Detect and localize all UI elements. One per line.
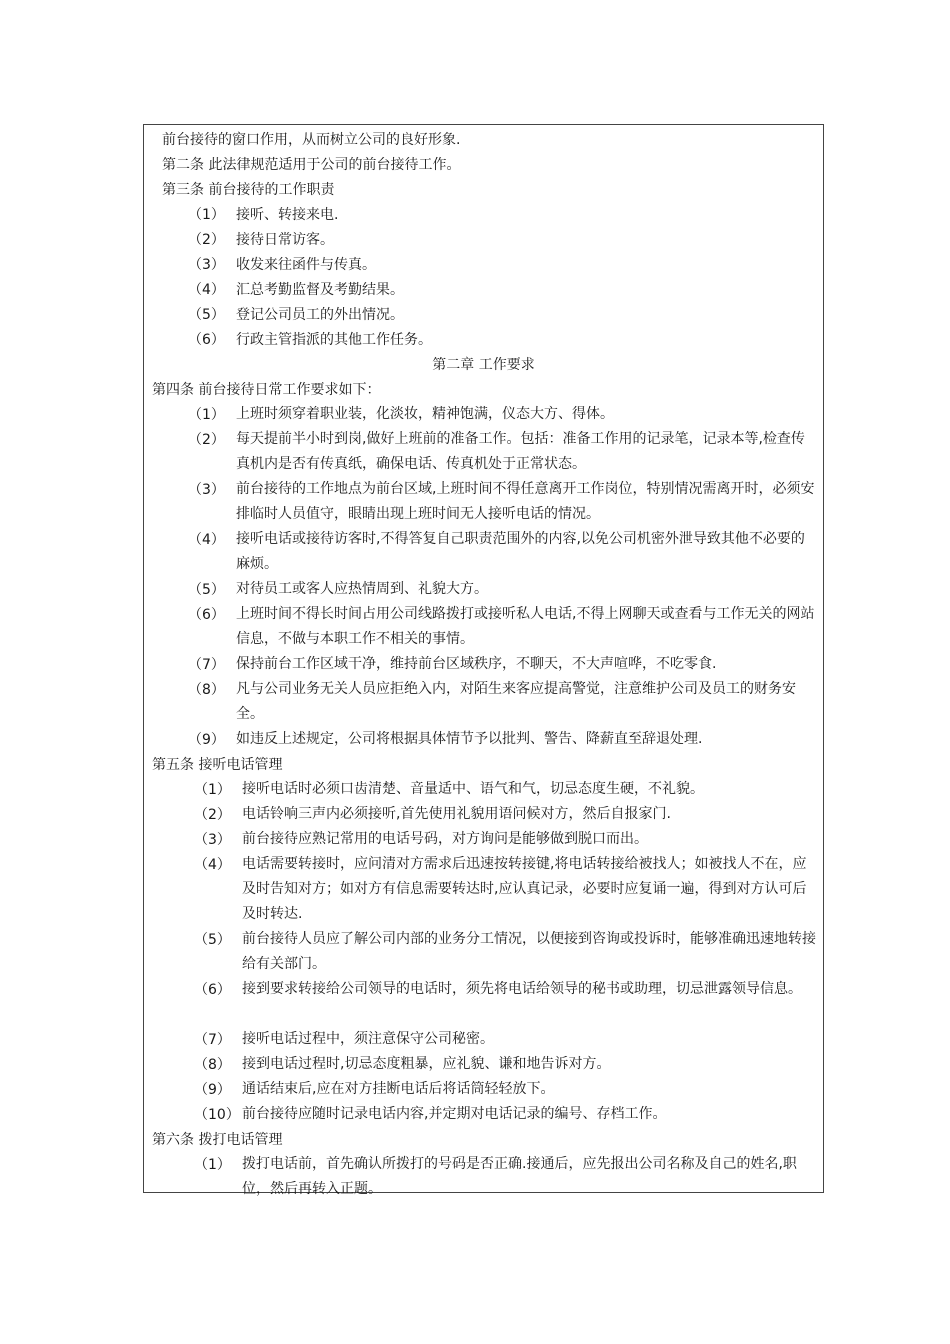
item-num: （3） bbox=[194, 832, 231, 848]
item-num: （8） bbox=[188, 682, 225, 698]
duty-text: 接待日常访客。 bbox=[236, 232, 334, 248]
item-num: （1） bbox=[188, 407, 225, 423]
item-num: （2） bbox=[188, 432, 225, 448]
item-text: 电话需要转接时，应问清对方需求后迅速按转接键,将电话转接给被找人；如被找人不在，应及时告知对方；如对方有信息需要转达时,应认真记录，必要时应复诵一遍，得到对方认可后及时转达. bbox=[242, 856, 807, 922]
item-text: 前台接待应熟记常用的电话号码，对方询问是能够做到脱口而出。 bbox=[242, 831, 648, 847]
item-num: （1） bbox=[194, 1157, 231, 1173]
item-num: （6） bbox=[194, 982, 231, 998]
item-text: 接到电话过程时,切忌态度粗暴，应礼貌、谦和地告诉对方。 bbox=[242, 1056, 611, 1072]
item-num: （8） bbox=[194, 1057, 231, 1073]
item-num: （1） bbox=[194, 782, 231, 798]
duty-text: 汇总考勤监督及考勤结果。 bbox=[236, 282, 404, 298]
item-num: （6） bbox=[188, 607, 225, 623]
article-4-title: 第四条 前台接待日常工作要求如下： bbox=[152, 382, 381, 398]
item-text: 接到要求转接给公司领导的电话时，须先将电话给领导的秘书或助理，切忌泄露领导信息。 bbox=[242, 981, 802, 997]
item-num: （4） bbox=[188, 532, 225, 548]
duty-text: 登记公司员工的外出情况。 bbox=[236, 307, 404, 323]
item-text: 接听电话过程中，须注意保守公司秘密。 bbox=[242, 1031, 494, 1047]
duty-num: （2） bbox=[188, 232, 225, 248]
item-text: 接听电话或接待访客时,不得答复自己职责范围外的内容,以免公司机密外泄导致其他不必要的麻烦。 bbox=[236, 531, 805, 572]
item-num: （5） bbox=[188, 582, 225, 598]
item-text: 电话铃响三声内必须接听,首先使用礼貌用语问候对方，然后自报家门. bbox=[242, 806, 671, 822]
item-text: 凡与公司业务无关人员应拒绝入内，对陌生来客应提高警觉，注意维护公司及员工的财务安全。 bbox=[236, 681, 796, 722]
item-text: 上班时间不得长时间占用公司线路拨打或接听私人电话,不得上网聊天或查看与工作无关的网站信息，不做与本职工作不相关的事情。 bbox=[236, 606, 815, 647]
article-3-title: 第三条 前台接待的工作职责 bbox=[162, 182, 335, 198]
duty-text: 行政主管指派的其他工作任务。 bbox=[236, 332, 432, 348]
item-num: （3） bbox=[188, 482, 225, 498]
duty-text: 接听、转接来电. bbox=[236, 207, 339, 223]
duty-num: （1） bbox=[188, 207, 225, 223]
duty-text: 收发来往函件与传真。 bbox=[236, 257, 376, 273]
duty-num: （5） bbox=[188, 307, 225, 323]
item-num: （7） bbox=[194, 1032, 231, 1048]
item-text: 拨打电话前，首先确认所拨打的号码是否正确.接通后，应先报出公司名称及自己的姓名,职位，然后再转入正题。 bbox=[242, 1156, 797, 1197]
item-text: 上班时须穿着职业装，化淡妆，精神饱满，仪态大方、得体。 bbox=[236, 406, 614, 422]
item-num: （2） bbox=[194, 807, 231, 823]
chapter-heading: 第二章 工作要求 bbox=[432, 357, 535, 373]
duty-num: （6） bbox=[188, 332, 225, 348]
item-text: 对待员工或客人应热情周到、礼貌大方。 bbox=[236, 581, 488, 597]
duty-num: （4） bbox=[188, 282, 225, 298]
item-text: 每天提前半小时到岗,做好上班前的准备工作。包括：准备工作用的记录笔，记录本等,检查传真机内是否有传真纸，确保电话、传真机处于正常状态。 bbox=[236, 431, 805, 472]
item-text: 前台接待的工作地点为前台区域,上班时间不得任意离开工作岗位，特别情况需离开时，必须安排临时人员值守，眼睛出现上班时间无人接听电话的情况。 bbox=[236, 481, 815, 522]
article-6-title: 第六条 拨打电话管理 bbox=[152, 1132, 283, 1148]
document-frame bbox=[143, 124, 824, 1197]
intro-line: 前台接待的窗口作用，从而树立公司的良好形象. bbox=[162, 132, 461, 148]
item-text: 保持前台工作区域干净，维持前台区域秩序，不聊天，不大声喧哗，不吃零食. bbox=[236, 656, 717, 672]
duty-num: （3） bbox=[188, 257, 225, 273]
article-2: 第二条 此法律规范适用于公司的前台接待工作。 bbox=[162, 157, 461, 173]
item-num: （10） bbox=[194, 1107, 240, 1123]
item-text: 前台接待应随时记录电话内容,并定期对电话记录的编号、存档工作。 bbox=[242, 1106, 667, 1122]
item-text: 前台接待人员应了解公司内部的业务分工情况，以便接到咨询或投诉时，能够准确迅速地转接给有关部门。 bbox=[242, 931, 816, 972]
article-5-title: 第五条 接听电话管理 bbox=[152, 757, 283, 773]
item-num: （7） bbox=[188, 657, 225, 673]
item-text: 接听电话时必须口齿清楚、音量适中、语气和气，切忌态度生硬，不礼貌。 bbox=[242, 781, 704, 797]
item-num: （4） bbox=[194, 857, 231, 873]
item-num: （9） bbox=[188, 732, 225, 748]
item-num: （9） bbox=[194, 1082, 231, 1098]
item-num: （5） bbox=[194, 932, 231, 948]
item-text: 如违反上述规定，公司将根据具体情节予以批判、警告、降薪直至辞退处理. bbox=[236, 731, 703, 747]
item-text: 通话结束后,应在对方挂断电话后将话筒轻轻放下。 bbox=[242, 1081, 555, 1097]
